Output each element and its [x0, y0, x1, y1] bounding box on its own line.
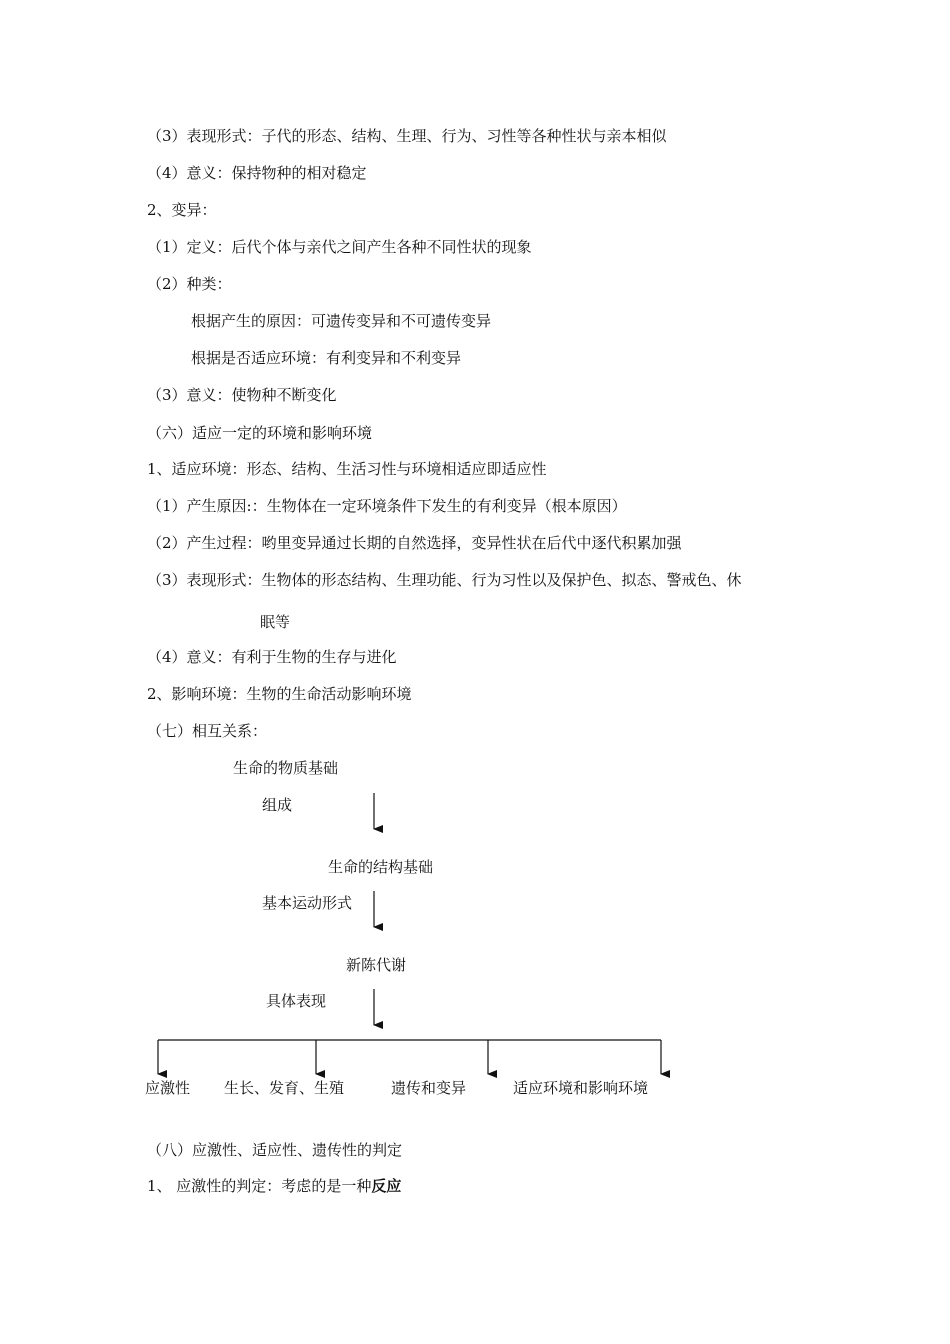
section7-heading: （七）相互关系：: [147, 722, 268, 740]
heredity-significance: （4）意义：保持物种的相对稳定: [147, 164, 367, 182]
diagram-material-basis: 生命的物质基础: [233, 759, 339, 777]
variation-heading: 2、变异：: [147, 201, 217, 219]
section8-item1-prefix: 1、 应激性的判定：考虑的是一种: [147, 1177, 372, 1195]
variation-definition: （1）定义：后代个体与亲代之间产生各种不同性状的现象: [147, 238, 532, 256]
diagram-motion-label: 基本运动形式: [262, 894, 353, 912]
adapt-process: （2）产生过程：哟里变异通过长期的自然选择，变异性状在后代中逐代积累加强: [147, 534, 682, 552]
adapt-cause: （1）产生原因:：生物体在一定环境条件下发生的有利变异（根本原因）: [147, 497, 627, 515]
diagram-compose-label: 组成: [262, 796, 293, 814]
section8-heading: （八）应激性、适应性、遗传性的判定: [147, 1141, 403, 1159]
variation-type-by-adaptation: 根据是否适应环境：有利变异和不利变异: [191, 349, 462, 367]
outcome-irritability: 应激性: [145, 1079, 191, 1097]
section6-heading: （六）适应一定的环境和影响环境: [147, 424, 373, 442]
section8-item1-bold: 反应: [371, 1177, 402, 1195]
variation-type-by-cause: 根据产生的原因：可遗传变异和不可遗传变异: [191, 312, 492, 330]
diagram-manifest-label: 具体表现: [266, 992, 327, 1010]
section8-item1: [147, 1176, 401, 1196]
adapt-expression-line1: （3）表现形式：生物体的形态结构、生理功能、行为习性以及保护色、拟态、警戒色、休: [147, 571, 742, 589]
diagram-metabolism: 新陈代谢: [346, 956, 407, 974]
variation-types-heading: （2）种类：: [147, 275, 232, 293]
heredity-expression: （3）表现形式：子代的形态、结构、生理、行为、习性等各种性状与亲本相似: [147, 127, 667, 145]
adapt-expression-line2: 眠等: [260, 613, 291, 631]
adapt-heading: 1、适应环境：形态、结构、生活习性与环境相适应即适应性: [147, 460, 547, 478]
influence-environment: 2、影响环境：生物的生命活动影响环境: [147, 685, 412, 703]
adapt-significance: （4）意义：有利于生物的生存与进化: [147, 648, 397, 666]
variation-significance: （3）意义：使物种不断变化: [147, 386, 337, 404]
outcome-growth: 生长、发育、生殖: [224, 1079, 345, 1097]
outcome-heredity-variation: 遗传和变异: [391, 1079, 467, 1097]
outcome-adaptation: 适应环境和影响环境: [513, 1079, 649, 1097]
diagram-structural-basis: 生命的结构基础: [328, 858, 434, 876]
